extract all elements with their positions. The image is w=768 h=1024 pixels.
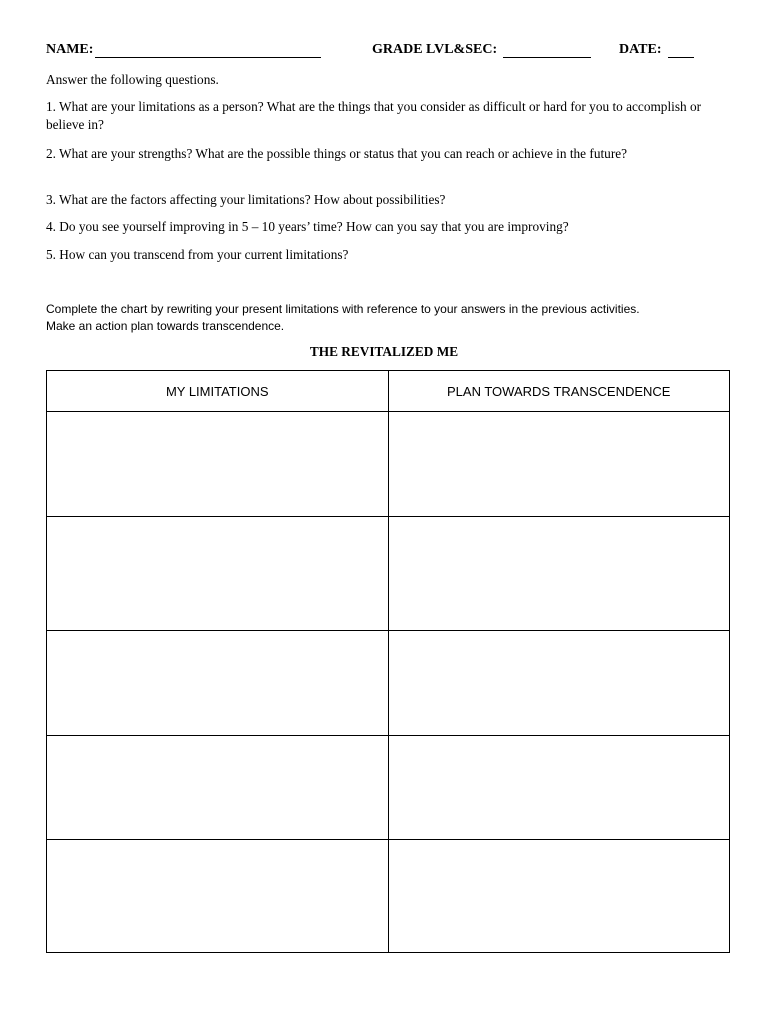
grade-label: GRADE LVL&SEC:	[372, 42, 498, 57]
plan-header: PLAN TOWARDS TRANSCENDENCE	[388, 371, 730, 412]
limitation-cell[interactable]	[47, 412, 389, 517]
question-1: 1. What are your limitations as a person? What are the things that you consider as difficult or hard for you to accomplish or believe in?	[46, 99, 702, 132]
plan-cell[interactable]	[388, 412, 730, 517]
plan-cell[interactable]	[388, 631, 730, 736]
instruction-line-1: Complete the chart by rewriting your present limitations with reference to your answers in the previous activities.	[46, 302, 640, 316]
table-row	[47, 517, 730, 631]
grade-blank[interactable]	[503, 43, 591, 58]
limitation-cell[interactable]	[47, 736, 389, 840]
table-row	[47, 412, 730, 517]
table-row	[47, 736, 730, 840]
instruction-line-2: Make an action plan towards transcendence.	[46, 319, 285, 333]
date-field	[619, 42, 694, 58]
plan-cell[interactable]	[388, 840, 730, 953]
name-blank[interactable]	[95, 43, 321, 58]
question-3: 3. What are the factors affecting your limitations? How about possibilities?	[46, 192, 446, 207]
chart-title: THE REVITALIZED ME	[309, 344, 459, 359]
limitations-header: MY LIMITATIONS	[47, 371, 389, 412]
limitation-cell[interactable]	[47, 517, 389, 631]
table-row	[47, 840, 730, 953]
date-blank[interactable]	[668, 43, 694, 58]
plan-cell[interactable]	[388, 517, 730, 631]
question-5: 5. How can you transcend from your current limitations?	[46, 247, 349, 262]
name-field	[46, 42, 321, 58]
limitation-cell[interactable]	[47, 840, 389, 953]
plan-cell[interactable]	[388, 736, 730, 840]
intro-text: Answer the following questions.	[46, 72, 219, 87]
chart-instructions	[46, 301, 736, 335]
table-row	[47, 631, 730, 736]
date-label: DATE:	[619, 42, 662, 57]
limitation-cell[interactable]	[47, 631, 389, 736]
grade-field	[372, 42, 591, 58]
table-header-row	[47, 371, 730, 412]
revitalized-me-table	[46, 370, 730, 953]
question-2: 2. What are your strengths? What are the possible things or status that you can reach or achieve in the future?	[46, 146, 628, 161]
question-4: 4. Do you see yourself improving in 5 – 10 years’ time? How can you say that you are improving?	[46, 219, 569, 234]
name-label: NAME:	[46, 42, 94, 57]
